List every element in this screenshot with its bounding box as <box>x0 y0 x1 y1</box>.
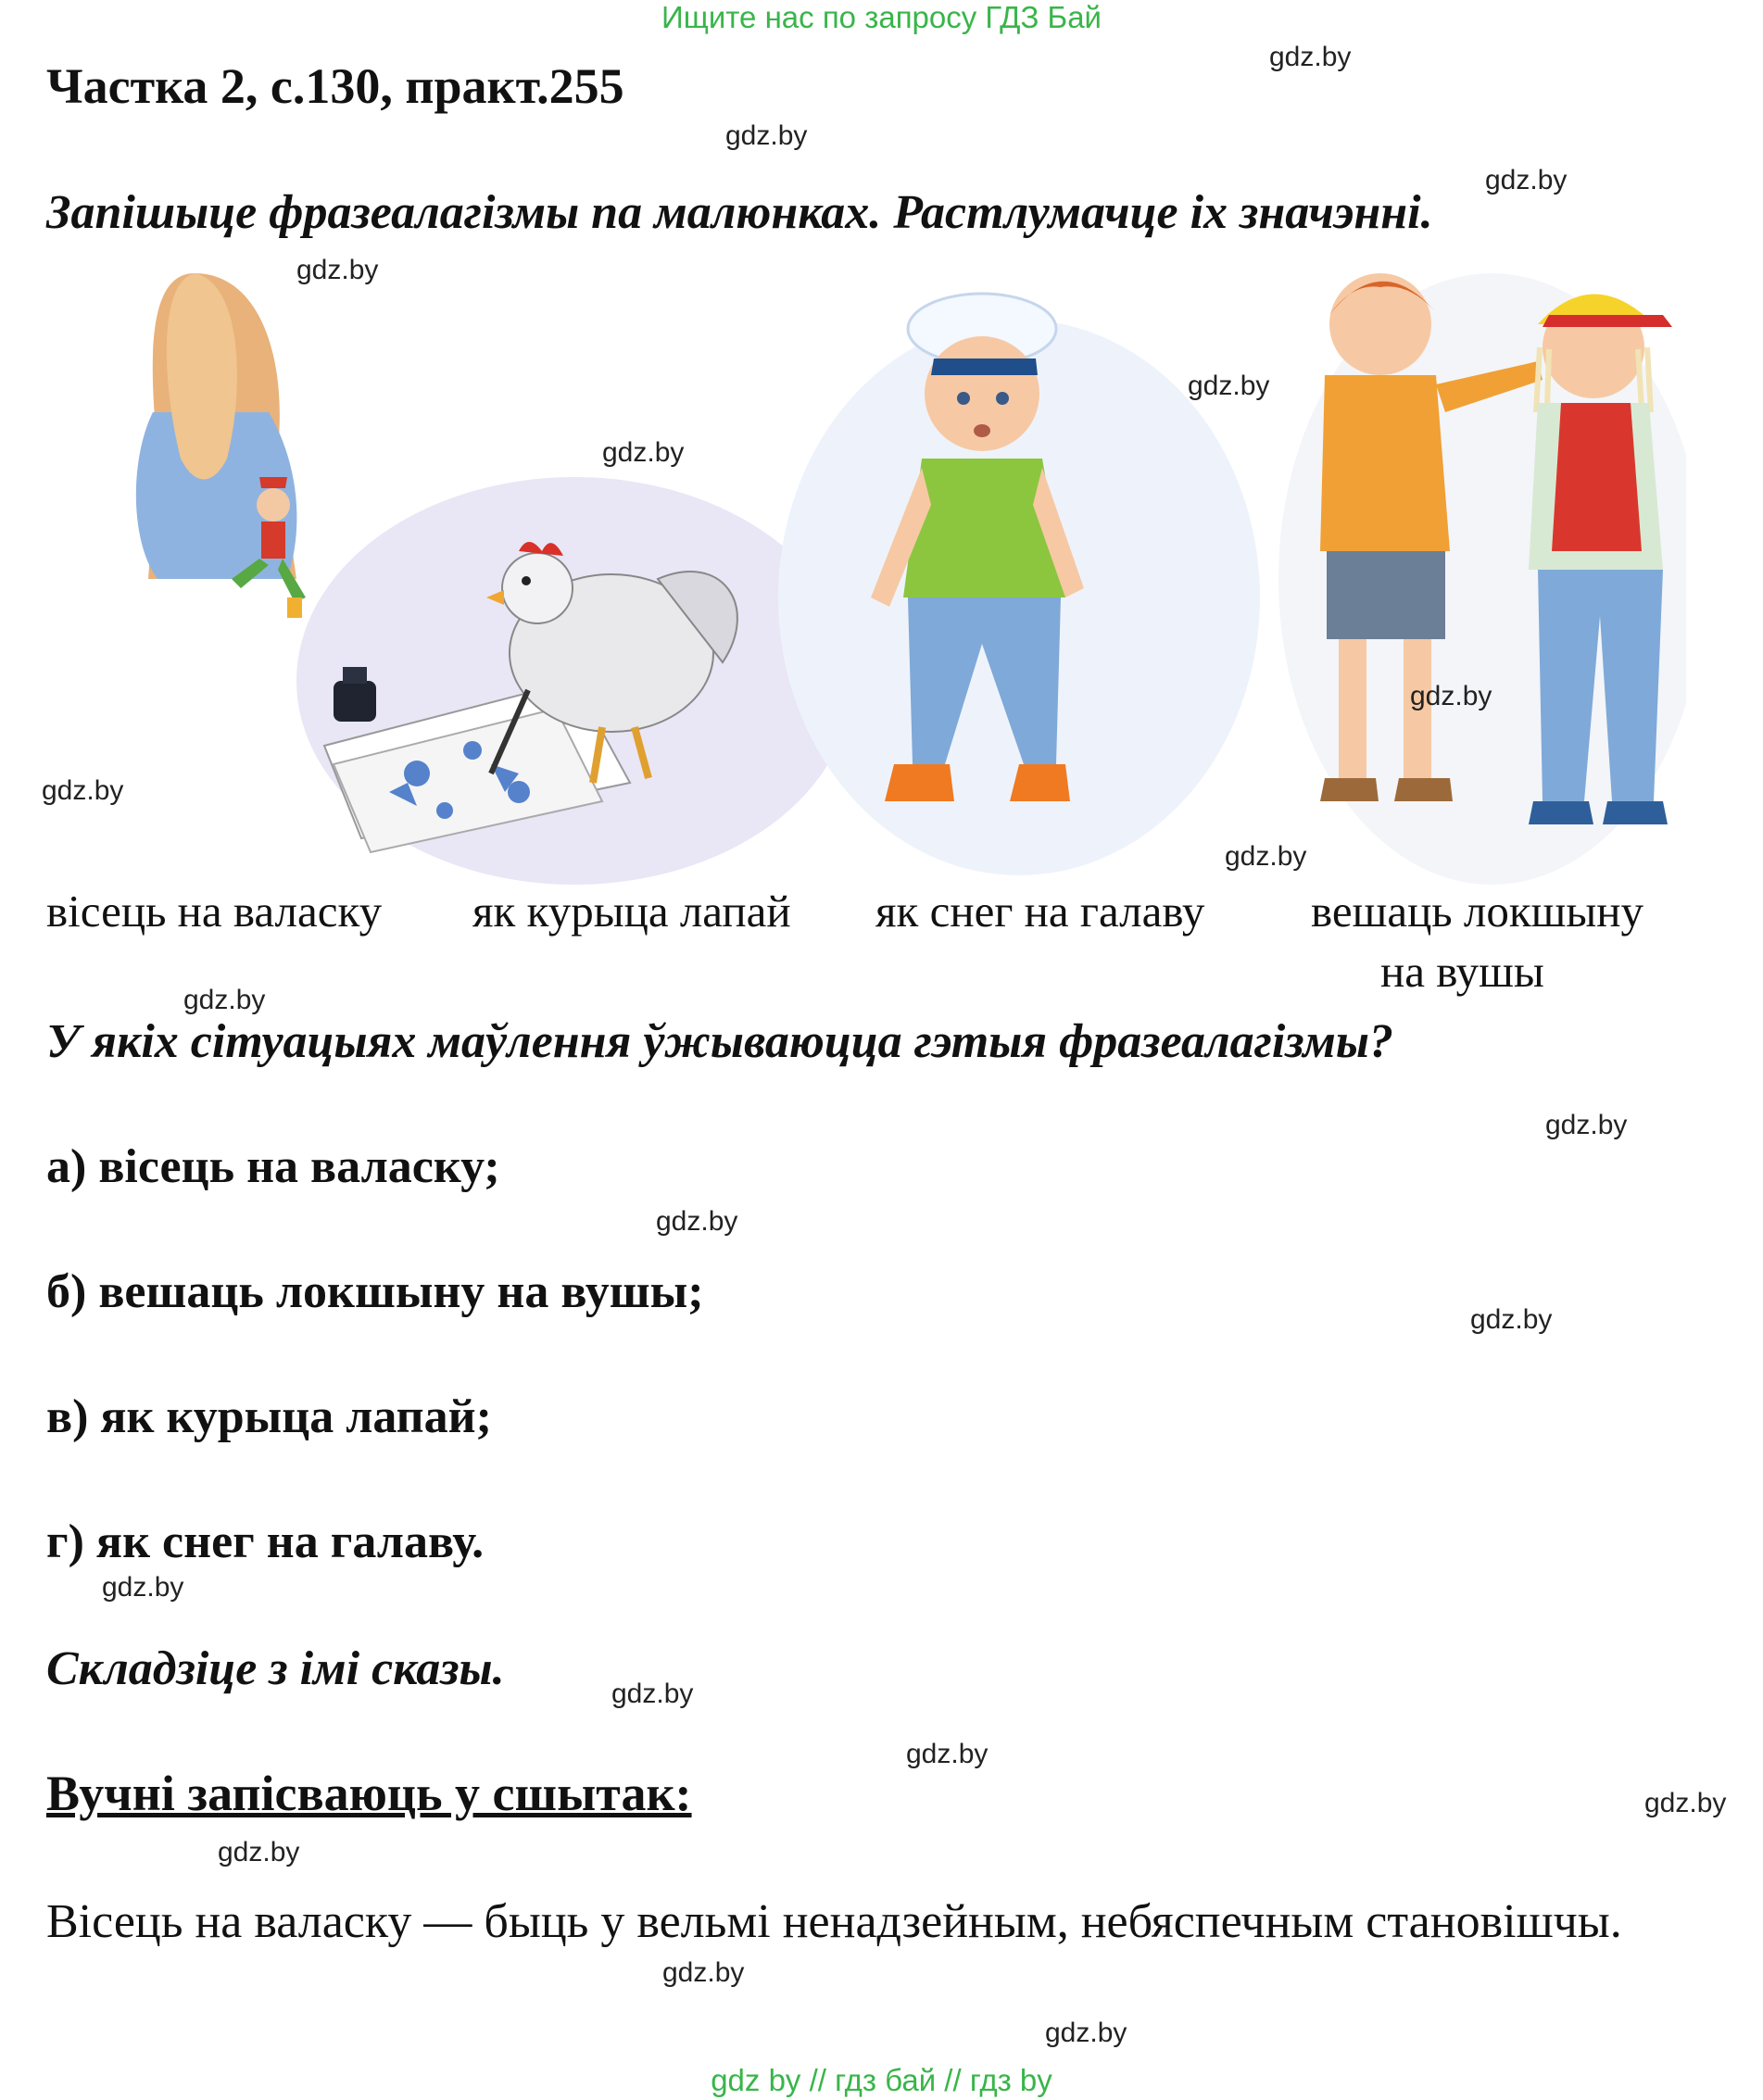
watermark: gdz.by <box>1410 681 1492 711</box>
watermark: gdz.by <box>1644 1788 1727 1818</box>
list-item: в) як курыца лапай; <box>46 1390 492 1443</box>
list-item: а) вісець на валаску; <box>46 1140 500 1193</box>
caption-4: вешаць локшыну <box>1311 886 1644 937</box>
watermark: gdz.by <box>102 1572 184 1603</box>
watermark: gdz.by <box>662 1957 745 1988</box>
watermark: gdz.by <box>602 437 685 468</box>
watermark: gdz.by <box>1470 1304 1553 1335</box>
girl-with-doll-icon <box>136 273 306 618</box>
page-title: Частка 2, с.130, практ.255 <box>46 58 624 114</box>
caption-3: як снег на галаву <box>875 886 1205 937</box>
watermark: gdz.by <box>656 1206 738 1237</box>
caption-2: як курыца лапай <box>472 886 791 937</box>
footer-links[interactable]: gdz by // гдз бай // гдз by <box>711 2063 1052 2097</box>
task-instruction-3: Складзіце з імі сказы. <box>46 1642 505 1695</box>
watermark: gdz.by <box>1269 42 1352 72</box>
illustration <box>56 245 1686 885</box>
task-instruction-2: У якіх сітуацыях маўлення ўжываюцца гэтыя фразеалагізмы? <box>46 1015 1393 1068</box>
watermark: gdz.by <box>42 775 124 806</box>
answer-paragraph: Вісець на валаску — быць у вельмі ненадзейным, небяспечным становішчы. <box>46 1895 1622 1948</box>
section-heading: Вучні запісваюць у сшытак: <box>46 1766 692 1821</box>
watermark: gdz.by <box>1045 2018 1127 2048</box>
caption-1: вісець на валаску <box>46 886 383 937</box>
list-item: г) як снег на галаву. <box>46 1515 485 1568</box>
watermark: gdz.by <box>1545 1110 1628 1140</box>
watermark: gdz.by <box>296 255 379 285</box>
watermark: gdz.by <box>725 120 808 151</box>
task-instruction-1: Запішыце фразеалагізмы па малюнках. Растлумачце іх значэнні. <box>46 186 1433 239</box>
caption-4-line2: на вушы <box>1380 946 1544 997</box>
watermark: gdz.by <box>218 1837 300 1867</box>
top-banner[interactable]: Ищите нас по запросу ГДЗ Бай <box>661 0 1102 34</box>
list-item: б) вешаць локшыну на вушы; <box>46 1265 704 1318</box>
watermark: gdz.by <box>611 1679 694 1709</box>
watermark: gdz.by <box>183 985 266 1015</box>
watermark: gdz.by <box>1188 371 1270 401</box>
watermark: gdz.by <box>906 1739 989 1769</box>
watermark: gdz.by <box>1485 165 1568 195</box>
watermark: gdz.by <box>1225 841 1307 872</box>
